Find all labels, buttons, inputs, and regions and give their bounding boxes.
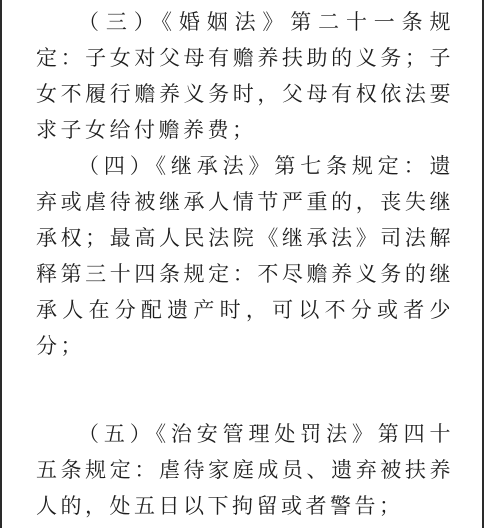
paragraph-spacer bbox=[36, 364, 454, 416]
paragraph-public-security-law: （五）《治安管理处罚法》第四十五条规定：虐待家庭成员、遗弃被扶养人的，处五日以下拘留或者警告； bbox=[36, 422, 454, 518]
paragraph-inheritance-law: （四）《继承法》第七条规定：遗弃或虐待被继承人情节严重的，丧失继承权；最高人民法院《继承法》司法解释第三十四条规定：不尽赡养义务的继承人在分配遗产时，可以不分或者少分； bbox=[36, 154, 454, 358]
paragraph-marriage-law: （三）《婚姻法》第二十一条规定：子女对父母有赡养扶助的义务；子女不履行赡养义务时，父母有权依法要求子女给付赡养费； bbox=[36, 10, 454, 142]
document-body bbox=[36, 0, 454, 524]
